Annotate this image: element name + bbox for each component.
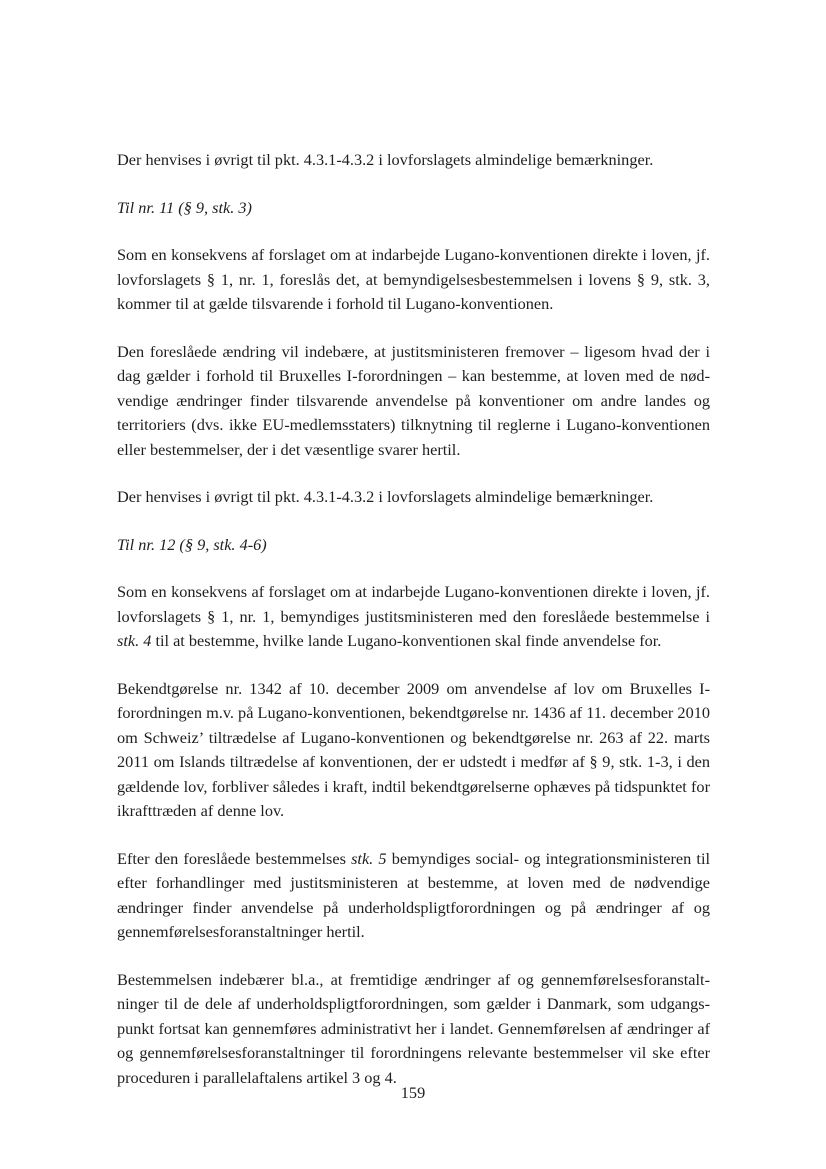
page-number: 159 [400,1083,426,1102]
paragraph-lugano-konsekvens-1: Som en konsekvens af forslaget om at indarbejde Lugano-konventionen direkte i loven, jf. lovforslagets § 1, nr. 1, foreslås det, at bemyndigelsesbestemmelsen i lovens § 9, stk. 3, kommer til at gælde tilsvarende i forhold til Lugano-konventionen. [117,245,710,313]
text-run: til at bestemme, hvilke lande Lugano-konventionen skal finde anvendelse for. [151,631,662,650]
document-body [117,148,710,1113]
paragraph-foreslaaede-aendring: Den foreslåede ændring vil indebære, at justitsministeren fremover – ligesom hvad der i dag gælder i forhold til Bruxelles I-forordningen – kan bestemme, at loven med de nødvendige ændringer finder tilsvarende anvendelse på konventioner om andre landes og territoriers (dvs. ikke EU-medlemsstaters) tilknytning til reglerne i Lugano-konventionen eller bestemmelser, der i det væsentlige svarer hertil. [117,341,710,459]
italic-reference: stk. 5 [351,848,387,868]
paragraph-bestemmelsen-indebaerer: Bestemmelsen indebærer bl.a., at fremtidige ændringer af og gennemførelsesforanstaltninger til de dele af underholdspligtforordningen, som gælder i Danmark, som udgangspunkt fortsat kan gennemføres administrativt her i landet. Gennemførelsen af ændringer af og gennemførelsesforanstaltninger til forordningens relevante bestemmelser vil ske efter proceduren i parallelaftalens artikel 3 og 4. [117,969,710,1087]
italic-reference: stk. 4 [117,631,152,650]
paragraph-lugano-konsekvens-2 [117,580,710,654]
heading-til-nr-12: Til nr. 12 (§ 9, stk. 4-6) [117,534,267,554]
paragraph-reference-1: Der henvises i øvrigt til pkt. 4.3.1-4.3.2 i lovforslagets almindelige bemærkninger. [117,150,654,169]
paragraph-bekendtgoerelser: Bekendtgørelse nr. 1342 af 10. december 2009 om anvendelse af lov om Bruxelles I-forordningen m.v. på Lugano-konventionen, bekendtgørelse nr. 1436 af 11. december 2010 om Schweiz’ tiltrædelse af Lugano-konventionen og bekendtgørelse nr. 263 af 22. marts 2011 om Islands tiltrædelse af konventionen, der er udstedt i medfør af § 9, stk. 1-3, i den gældende lov, forbliver således i kraft, indtil bekendtgørelserne ophæves på tidspunktet for ikrafttræden af denne lov. [117,678,710,820]
text-run: bemyndiges social- og integrationsministeren til efter forhandlinger med justitsministeren at bestemme, at loven med de nødvendige ændringer finder anvendelse på underholdspligtforordningen og på ændringer af og gennemførelsesforanstaltninger hertil. [117,848,710,941]
text-run: Efter den foreslåede bestemmelses [117,848,352,868]
paragraph-reference-2: Der henvises i øvrigt til pkt. 4.3.1-4.3.2 i lovforslagets almindelige bemærkninger. [117,487,654,506]
text-run: Som en konsekvens af forslaget om at indarbejde Lugano-konventionen direkte i loven, jf. lovforslagets § 1, nr. 1, bemyndiges justitsministeren med den foreslåede bestemmelse i [117,582,710,626]
paragraph-stk-5 [117,847,710,945]
heading-til-nr-11: Til nr. 11 (§ 9, stk. 3) [117,197,252,217]
